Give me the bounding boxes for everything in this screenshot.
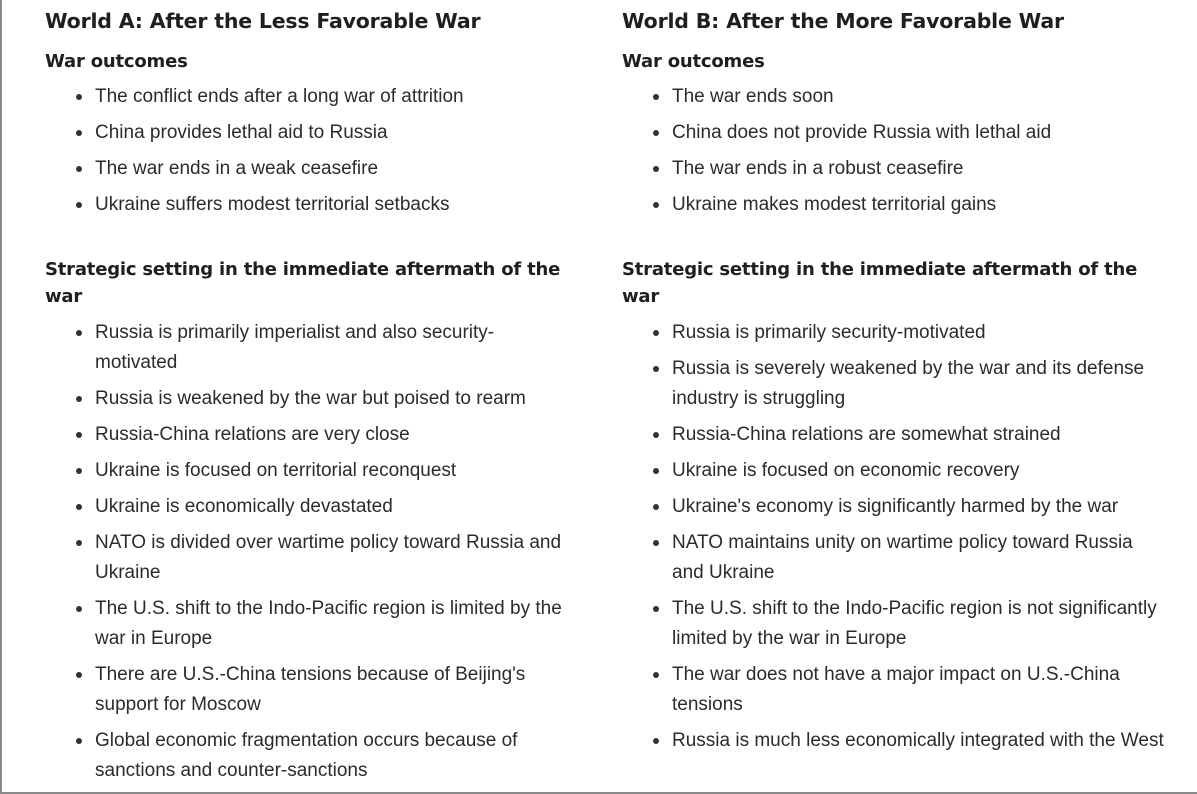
list-item	[622, 420, 1167, 450]
bullet-dot-icon	[76, 166, 82, 172]
world-b-title: World B: After the More Favorable War	[622, 9, 1064, 33]
bullet-dot-icon	[653, 738, 659, 744]
list-item-text: Russia-China relations are somewhat strained	[672, 424, 1061, 445]
list-item-text: The U.S. shift to the Indo-Pacific region is not significantly limited by the war in Europe	[672, 598, 1157, 649]
list-item	[622, 726, 1167, 756]
world-a-setting-heading: Strategic setting in the immediate aftermath of the war	[45, 259, 561, 307]
list-item	[45, 118, 565, 148]
list-item	[45, 190, 565, 220]
list-item-text: Ukraine makes modest territorial gains	[672, 194, 997, 215]
world-a-title: World A: After the Less Favorable War	[45, 9, 481, 33]
bullet-dot-icon	[76, 94, 82, 100]
list-item-text: Russia-China relations are very close	[95, 424, 410, 445]
list-item-text: The war ends soon	[672, 86, 834, 107]
list-item-text: Russia is severely weakened by the war and its defense industry is struggling	[672, 358, 1145, 409]
list-item-text: NATO maintains unity on wartime policy toward Russia and Ukraine	[672, 532, 1133, 583]
list-item-text: Ukraine's economy is significantly harmed by the war	[672, 496, 1119, 517]
list-item	[622, 82, 1167, 112]
world-a-outcomes-list	[45, 82, 565, 226]
list-item-text: China provides lethal aid to Russia	[95, 122, 388, 143]
world-a-setting-list	[45, 318, 565, 792]
bullet-dot-icon	[76, 672, 82, 678]
list-item-text: NATO is divided over wartime policy toward Russia and Ukraine	[95, 532, 562, 583]
bullet-dot-icon	[653, 606, 659, 612]
list-item	[45, 318, 565, 378]
bullet-dot-icon	[76, 130, 82, 136]
list-item-text: The U.S. shift to the Indo-Pacific region is limited by the war in Europe	[95, 598, 562, 649]
bullet-dot-icon	[653, 94, 659, 100]
list-item-text: There are U.S.-China tensions because of Beijing's support for Moscow	[95, 664, 526, 715]
bullet-dot-icon	[653, 202, 659, 208]
bullet-dot-icon	[76, 202, 82, 208]
bullet-dot-icon	[653, 366, 659, 372]
list-item-text: Ukraine suffers modest territorial setbacks	[95, 194, 450, 215]
list-item	[622, 354, 1167, 414]
world-a-outcomes-heading: War outcomes	[45, 51, 188, 72]
list-item-text: Ukraine is focused on economic recovery	[672, 460, 1020, 481]
world-b-setting-list	[622, 318, 1167, 762]
list-item	[45, 594, 565, 654]
list-item	[45, 492, 565, 522]
list-item-text: China does not provide Russia with lethal aid	[672, 122, 1052, 143]
bullet-dot-icon	[653, 540, 659, 546]
bullet-dot-icon	[653, 166, 659, 172]
list-item-text: Russia is weakened by the war but poised to rearm	[95, 388, 526, 409]
list-item	[45, 384, 565, 414]
list-item	[622, 456, 1167, 486]
list-item-text: The war ends in a robust ceasefire	[672, 158, 964, 179]
list-item	[45, 528, 565, 588]
list-item	[45, 660, 565, 720]
bullet-dot-icon	[653, 130, 659, 136]
bullet-dot-icon	[76, 540, 82, 546]
list-item	[45, 154, 565, 184]
list-item	[45, 456, 565, 486]
bullet-dot-icon	[76, 330, 82, 336]
list-item-text: Russia is much less economically integrated with the West	[672, 730, 1164, 751]
list-item-text: The conflict ends after a long war of attrition	[95, 86, 464, 107]
world-b-setting-heading: Strategic setting in the immediate aftermath of the war	[622, 259, 1138, 307]
list-item	[622, 528, 1167, 588]
list-item	[45, 420, 565, 450]
bullet-dot-icon	[653, 672, 659, 678]
bullet-dot-icon	[76, 738, 82, 744]
list-item-text: Ukraine is economically devastated	[95, 496, 393, 517]
list-item-text: The war ends in a weak ceasefire	[95, 158, 379, 179]
list-item-text: Russia is primarily security-motivated	[672, 322, 986, 343]
list-item	[622, 154, 1167, 184]
list-item	[622, 190, 1167, 220]
bullet-dot-icon	[76, 396, 82, 402]
bullet-dot-icon	[76, 606, 82, 612]
bullet-dot-icon	[76, 504, 82, 510]
list-item-text: Ukraine is focused on territorial reconquest	[95, 460, 457, 481]
list-item	[622, 594, 1167, 654]
list-item	[622, 318, 1167, 348]
list-item	[622, 118, 1167, 148]
left-border	[0, 0, 2, 794]
bullet-dot-icon	[653, 504, 659, 510]
bullet-dot-icon	[653, 330, 659, 336]
bullet-dot-icon	[76, 432, 82, 438]
list-item-text: Russia is primarily imperialist and also security-motivated	[95, 322, 495, 373]
bullet-dot-icon	[653, 432, 659, 438]
list-item-text: The war does not have a major impact on U.S.-China tensions	[672, 664, 1120, 715]
bullet-dot-icon	[76, 468, 82, 474]
list-item	[45, 82, 565, 112]
world-b-outcomes-heading: War outcomes	[622, 51, 765, 72]
list-item	[622, 660, 1167, 720]
list-item	[622, 492, 1167, 522]
bullet-dot-icon	[653, 468, 659, 474]
world-b-outcomes-list	[622, 82, 1167, 226]
list-item	[45, 726, 565, 786]
list-item-text: Global economic fragmentation occurs because of sanctions and counter-sanctions	[95, 730, 518, 781]
